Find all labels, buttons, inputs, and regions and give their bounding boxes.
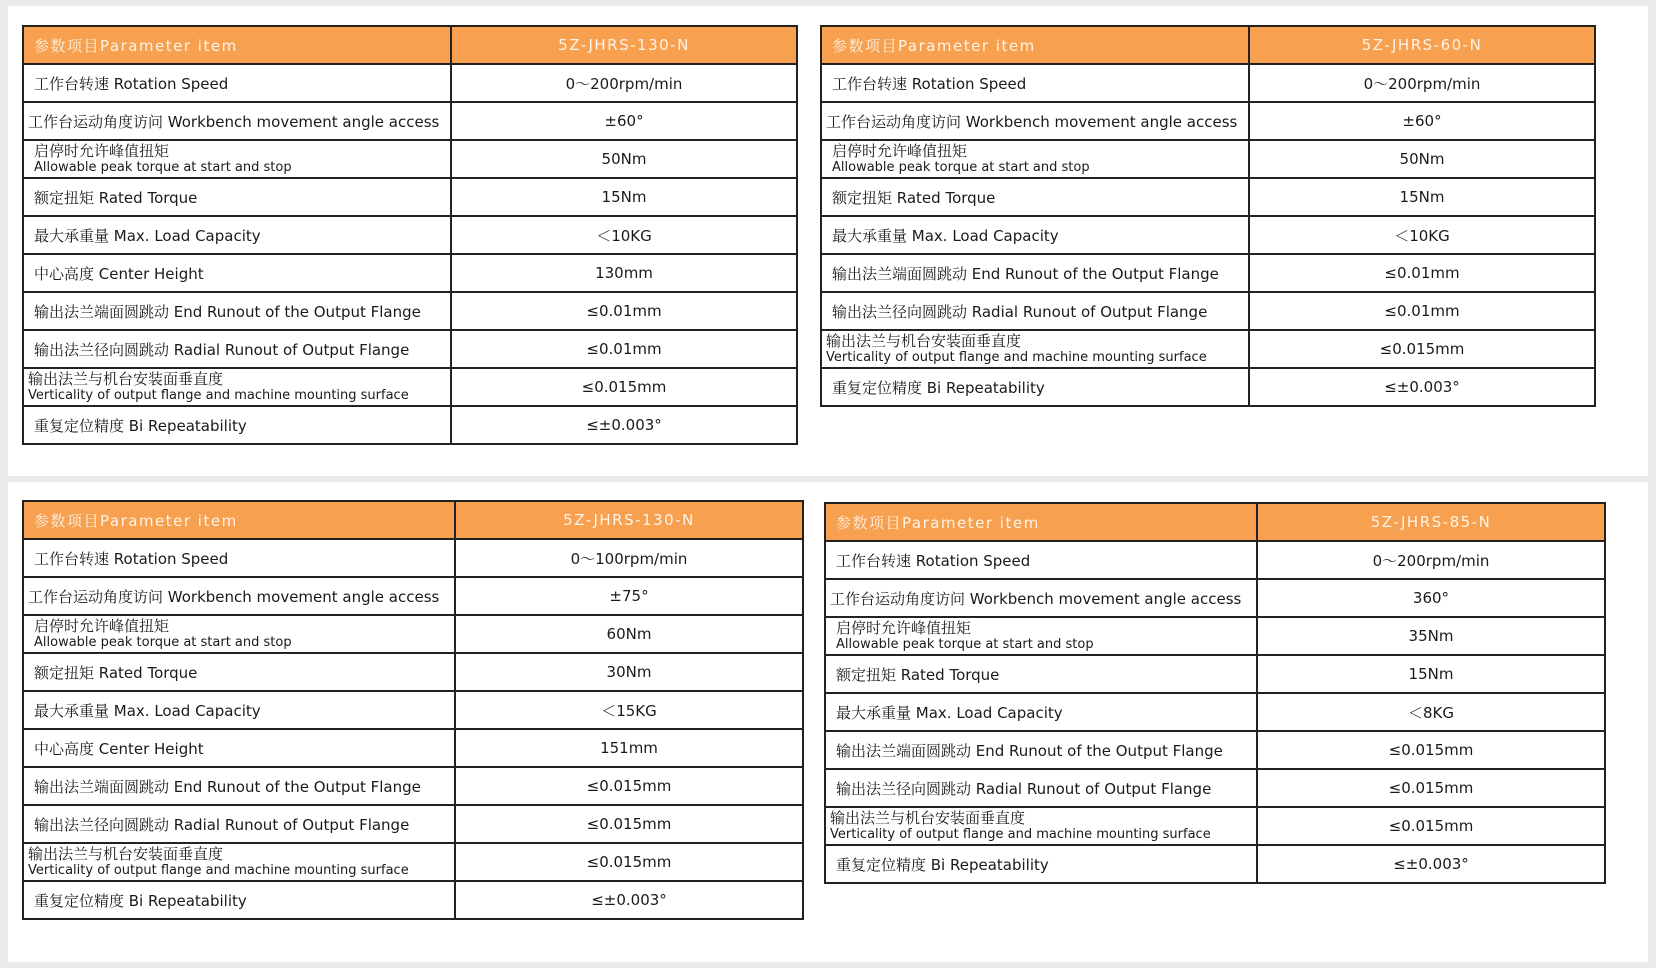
param-cell: 工作台转速 Rotation Speed (23, 539, 455, 577)
param-cell: 最大承重量 Max. Load Capacity (23, 691, 455, 729)
value-cell: ±60° (451, 102, 797, 140)
param-cell: 输出法兰端面圆跳动 End Runout of the Output Flange (821, 254, 1249, 292)
table-row (23, 64, 797, 102)
table-row (821, 330, 1595, 368)
param-cell (23, 615, 455, 653)
header-model: 5Z-JHRS-130-N (451, 26, 797, 64)
param-cell (821, 140, 1249, 178)
value-cell: ≤0.015mm (455, 767, 803, 805)
value-cell: ＜10KG (451, 216, 797, 254)
value-cell: 50Nm (451, 140, 797, 178)
spec-table-1 (22, 25, 798, 445)
value-cell: 15Nm (1257, 655, 1605, 693)
param-cell: 中心高度 Center Height (23, 729, 455, 767)
table-row (23, 254, 797, 292)
value-cell: 130mm (451, 254, 797, 292)
param-cell: 重复定位精度 Bi Repeatability (23, 881, 455, 919)
param-line-en: Allowable peak torque at start and stop (836, 637, 1094, 652)
param-cell: 输出法兰端面圆跳动 End Runout of the Output Flange (23, 767, 455, 805)
table-row (23, 406, 797, 444)
table-row (825, 541, 1605, 579)
param-cell (23, 140, 451, 178)
value-cell: 0～200rpm/min (1257, 541, 1605, 579)
table-row (23, 729, 803, 767)
spec-table-3 (22, 500, 804, 920)
param-line-en: Allowable peak torque at start and stop (832, 160, 1090, 175)
table-row (23, 292, 797, 330)
param-cell: 额定扭矩 Rated Torque (821, 178, 1249, 216)
param-cell: 工作台运动角度访问 Workbench movement angle access (825, 579, 1257, 617)
param-cell (821, 330, 1249, 368)
table-row (23, 330, 797, 368)
value-cell: ＜10KG (1249, 216, 1595, 254)
value-cell: ≤0.01mm (1249, 292, 1595, 330)
table-row (23, 577, 803, 615)
header-param: 参数项目Parameter item (821, 26, 1249, 64)
table-row (23, 178, 797, 216)
value-cell: 0～200rpm/min (451, 64, 797, 102)
param-line-en: Verticality of output flange and machine mounting surface (28, 388, 409, 403)
param-line-zh: 输出法兰与机台安装面垂直度 (28, 845, 224, 863)
table-row (821, 254, 1595, 292)
param-cell: 最大承重量 Max. Load Capacity (821, 216, 1249, 254)
value-cell: 60Nm (455, 615, 803, 653)
table-row (821, 140, 1595, 178)
value-cell: ≤±0.003° (451, 406, 797, 444)
param-cell: 输出法兰端面圆跳动 End Runout of the Output Flange (23, 292, 451, 330)
value-cell: 0～200rpm/min (1249, 64, 1595, 102)
value-cell: 35Nm (1257, 617, 1605, 655)
value-cell: ±75° (455, 577, 803, 615)
param-line-en: Verticality of output flange and machine mounting surface (28, 863, 409, 878)
table-row (821, 368, 1595, 406)
value-cell: ≤0.015mm (451, 368, 797, 406)
table-row (23, 881, 803, 919)
table-row (23, 539, 803, 577)
param-cell: 工作台运动角度访问 Workbench movement angle access (821, 102, 1249, 140)
value-cell: ≤±0.003° (1249, 368, 1595, 406)
value-cell: ≤0.01mm (451, 330, 797, 368)
value-cell: ≤0.015mm (455, 805, 803, 843)
value-cell: 30Nm (455, 653, 803, 691)
value-cell: 15Nm (1249, 178, 1595, 216)
table-row (23, 615, 803, 653)
param-cell: 最大承重量 Max. Load Capacity (23, 216, 451, 254)
table-row (825, 769, 1605, 807)
table-row (825, 693, 1605, 731)
table-row (23, 767, 803, 805)
table-header-row (821, 26, 1595, 64)
value-cell: ≤0.015mm (1257, 807, 1605, 845)
param-cell: 输出法兰径向圆跳动 Radial Runout of Output Flange (821, 292, 1249, 330)
value-cell: ≤0.015mm (455, 843, 803, 881)
table-row (825, 807, 1605, 845)
param-cell: 工作台转速 Rotation Speed (821, 64, 1249, 102)
value-cell: ≤0.01mm (451, 292, 797, 330)
table-row (23, 102, 797, 140)
param-cell (825, 617, 1257, 655)
table-row (825, 617, 1605, 655)
param-line-zh: 启停时允许峰值扭矩 (836, 619, 972, 637)
param-line-zh: 启停时允许峰值扭矩 (832, 142, 968, 160)
table-row (825, 845, 1605, 883)
param-cell: 工作台转速 Rotation Speed (825, 541, 1257, 579)
param-cell: 最大承重量 Max. Load Capacity (825, 693, 1257, 731)
value-cell: ≤±0.003° (1257, 845, 1605, 883)
table-row (821, 102, 1595, 140)
table-row (825, 731, 1605, 769)
param-cell: 工作台运动角度访问 Workbench movement angle access (23, 102, 451, 140)
param-cell: 重复定位精度 Bi Repeatability (825, 845, 1257, 883)
table-header-row (23, 26, 797, 64)
value-cell: 15Nm (451, 178, 797, 216)
value-cell: ≤0.01mm (1249, 254, 1595, 292)
param-cell: 输出法兰端面圆跳动 End Runout of the Output Flange (825, 731, 1257, 769)
table-row (825, 655, 1605, 693)
param-cell: 中心高度 Center Height (23, 254, 451, 292)
table-row (23, 216, 797, 254)
param-cell: 输出法兰径向圆跳动 Radial Runout of Output Flange (23, 330, 451, 368)
value-cell: ＜8KG (1257, 693, 1605, 731)
value-cell: ±60° (1249, 102, 1595, 140)
header-param: 参数项目Parameter item (23, 501, 455, 539)
value-cell: ≤0.015mm (1257, 731, 1605, 769)
table-row (23, 368, 797, 406)
table-header-row (23, 501, 803, 539)
param-cell: 额定扭矩 Rated Torque (23, 178, 451, 216)
value-cell: ≤0.015mm (1257, 769, 1605, 807)
param-line-zh: 输出法兰与机台安装面垂直度 (28, 370, 224, 388)
param-line-en: Allowable peak torque at start and stop (34, 635, 292, 650)
table-row (821, 64, 1595, 102)
param-line-zh: 输出法兰与机台安装面垂直度 (826, 332, 1022, 350)
table-header-row (825, 503, 1605, 541)
header-param: 参数项目Parameter item (23, 26, 451, 64)
param-cell: 工作台转速 Rotation Speed (23, 64, 451, 102)
param-cell (23, 843, 455, 881)
param-line-en: Allowable peak torque at start and stop (34, 160, 292, 175)
header-model: 5Z-JHRS-85-N (1257, 503, 1605, 541)
param-cell: 工作台运动角度访问 Workbench movement angle access (23, 577, 455, 615)
table-row (23, 653, 803, 691)
value-cell: 360° (1257, 579, 1605, 617)
value-cell: 0～100rpm/min (455, 539, 803, 577)
param-cell (825, 807, 1257, 845)
table-row (825, 579, 1605, 617)
value-cell: 151mm (455, 729, 803, 767)
table-row (821, 178, 1595, 216)
header-model: 5Z-JHRS-130-N (455, 501, 803, 539)
param-cell: 额定扭矩 Rated Torque (825, 655, 1257, 693)
spec-table-4 (824, 502, 1606, 884)
spec-table-2 (820, 25, 1596, 407)
table-row (23, 691, 803, 729)
table-row (821, 292, 1595, 330)
param-line-zh: 启停时允许峰值扭矩 (34, 617, 170, 635)
header-param: 参数项目Parameter item (825, 503, 1257, 541)
table-row (821, 216, 1595, 254)
value-cell: ≤±0.003° (455, 881, 803, 919)
param-cell: 重复定位精度 Bi Repeatability (23, 406, 451, 444)
table-row (23, 140, 797, 178)
table-row (23, 805, 803, 843)
header-model: 5Z-JHRS-60-N (1249, 26, 1595, 64)
param-line-zh: 输出法兰与机台安装面垂直度 (830, 809, 1026, 827)
param-cell: 重复定位精度 Bi Repeatability (821, 368, 1249, 406)
param-cell: 输出法兰径向圆跳动 Radial Runout of Output Flange (23, 805, 455, 843)
param-line-en: Verticality of output flange and machine mounting surface (830, 827, 1211, 842)
param-cell: 额定扭矩 Rated Torque (23, 653, 455, 691)
value-cell: 50Nm (1249, 140, 1595, 178)
value-cell: ≤0.015mm (1249, 330, 1595, 368)
value-cell: ＜15KG (455, 691, 803, 729)
table-row (23, 843, 803, 881)
param-line-en: Verticality of output flange and machine mounting surface (826, 350, 1207, 365)
param-cell (23, 368, 451, 406)
param-line-zh: 启停时允许峰值扭矩 (34, 142, 170, 160)
param-cell: 输出法兰径向圆跳动 Radial Runout of Output Flange (825, 769, 1257, 807)
